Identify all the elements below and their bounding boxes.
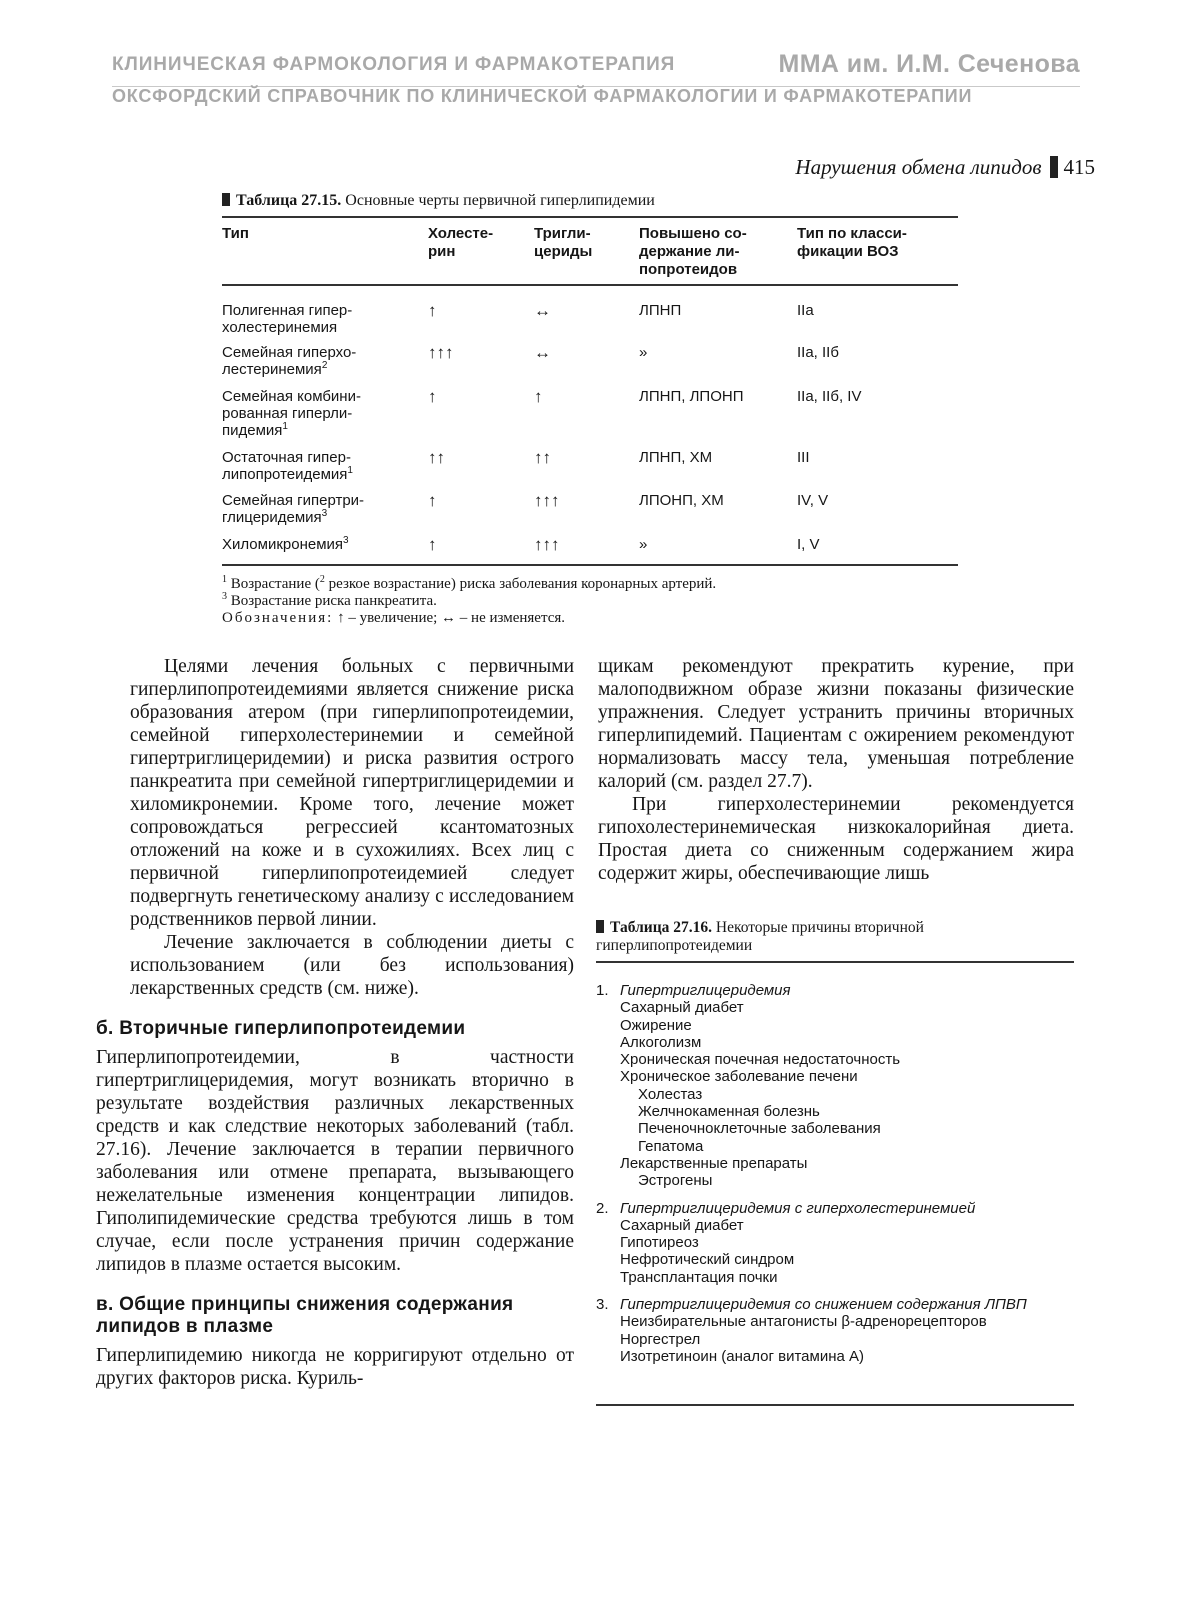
cell-type [222,492,412,526]
paragraph: Целями лечения больных с первичными гиперлипопротеидемиями является снижение риска образования атером (при гиперлипопротеидемии, семейной гиперхолестеринемии и семейной гипертриглицеридемии) и риска развития острого панкреатита при семейной гипертриглицеридемии и хиломикронемии. Кроме того, лечение может сопровождаться регрессией ксантоматозных отложений на коже и в сухожилиях. Всех лиц с первичной гиперлипопротеидемией следует подвергнуть генетическому анализу с исследованием родственников первой линии. [130,656,574,930]
table-row [222,492,958,536]
paragraph: Гиперлипопротеидемии, в частности гипертриглицеридемия, могут возникать вторично в результате воздействия различных лекарственных средств и как следствие некоторых заболеваний (табл. 27.16). Лечение заключается в терапии первичного заболевания или отмене препарата, вызывающего нежелательные изменения концентрации липидов. Гиполипидемические средства требуются лишь в том случае, если после устранения причин содержание липидов в плазме остается высоким. [96,1047,574,1275]
group-heading [596,982,1074,999]
watermark-title: КЛИНИЧЕСКАЯ ФАРМОКОЛОГИЯ И ФАРМАКОТЕРАПИЯ [112,54,676,75]
list-item: Нефротический синдром [620,1251,795,1269]
right-column [598,655,1074,885]
section-heading-b: б. Вторичные гиперлипопротеидемии [96,1018,466,1039]
left-column [96,655,574,1390]
cell-type-text: Семейная комбини- рованная гиперли- пидемия [222,388,361,439]
footnote-mark: 3 [222,591,227,602]
table-27-16 [596,982,1074,1375]
group-number: 1. [596,982,609,999]
cell-type-text: Полигенная гипер- холестеринемия [222,302,353,336]
watermark-line-2: ОКСФОРДСКИЙ СПРАВОЧНИК ПО КЛИНИЧЕСКОЙ ФАРМАКОЛОГИИ И ФАРМАКОТЕРАПИИ [112,86,973,106]
paragraph: Гиперлипидемию никогда не корригируют отдельно от других факторов риска. Куриль- [96,1345,574,1389]
list-subitem: Холестаз [638,1085,703,1103]
list-item: Сахарный диабет [620,1216,744,1234]
group-title: Гипертриглицеридемия [620,982,791,999]
list-item: Хроническая почечная недостаточность [620,1051,901,1069]
group-title: Гипертриглицеридемия со снижением содержания ЛПВП [620,1296,1027,1314]
watermark-institution: ММА им. И.М. Сеченова [778,50,1080,78]
square-marker-icon [596,920,604,933]
cell-cholesterol: ↑ [428,301,437,320]
list-item: Норгестрел [620,1330,701,1348]
page-number: 415 [1063,155,1095,179]
running-head-title: Нарушения обмена липидов [795,155,1042,179]
cell-who-type: IIa, IIб, IV [797,388,862,405]
cell-type [222,344,412,378]
list-item: Хроническое заболевание печени [620,1068,858,1086]
footnote-text: Возрастание риска панкреатита. [230,593,437,609]
list-subitem: Желчнокаменная болезнь [638,1103,820,1121]
cell-cholesterol: ↑↑ [428,448,445,467]
legend-word: Обозначения: [222,610,334,626]
footnote-mark: 2 [321,360,328,371]
table-27-15-caption [222,192,655,210]
cell-triglycerides: ↔ [534,301,551,320]
footnote-legend [222,610,716,627]
cell-type [222,388,412,439]
table-title: Основные черты первичной гиперлипидемии [345,192,655,209]
table-header [222,216,958,286]
footnote-mark: 3 [343,535,349,546]
footnote-text: резкое возрастание) риска заболевания коронарных артерий. [324,576,717,592]
footnote-text: Возрастание ( [230,576,320,592]
cell-type [222,536,412,553]
table-row [222,344,958,388]
group-heading [596,1296,1074,1313]
list-item: Лекарственные препараты [620,1154,808,1172]
paragraph: Лечение заключается в соблюдении диеты с использованием (или без использования) лекарственных средств (см. ниже). [130,932,574,999]
cell-who-type: III [797,449,810,466]
square-marker-icon [1050,156,1058,178]
square-marker-icon [222,193,230,206]
table-row [222,536,958,558]
cell-type [222,302,412,336]
cell-type-text: Хиломикронемия [222,536,344,553]
table-title: Некоторые причины вторичной гиперлипопротеидемии [596,919,924,954]
cell-lipoproteins: ЛПНП, ХМ [639,449,713,466]
cell-triglycerides: ↑ [534,387,543,406]
table-row [222,302,958,344]
table-27-15 [222,216,958,558]
list-item: Трансплантация почки [620,1268,778,1286]
paragraph: При гиперхолестеринемии рекомендуется гипохолестеринемическая низкокалорийная диета. Простая диета со сниженным содержанием жира содержит жиры, обеспечивающие лишь [598,794,1074,884]
footnote-1 [222,576,716,593]
cell-lipoproteins: ЛПНП, ЛПОНП [639,388,744,405]
table-label: Таблица 27.16. [610,919,712,936]
cell-who-type: IV, V [797,492,829,509]
footnote-mark: 1 [282,421,288,432]
header-cholesterol: Холесте- рин [428,225,494,260]
header-lipoproteins: Повышено со- держание ли- попротеидов [639,225,747,278]
header-triglycerides: Тригли- цериды [534,225,593,260]
list-item: Алкоголизм [620,1033,702,1051]
section-heading-v: в. Общие принципы снижения содержания липидов в плазме [96,1294,514,1337]
watermark-line-1 [112,50,1080,86]
legend-text: ↑ – увеличение; ↔ – не изменяется. [333,610,566,626]
cell-type-text: Семейная гипертри- глицеридемия [222,492,365,526]
list-item: Ожирение [620,1016,692,1034]
cell-cholesterol: ↑ [428,491,437,510]
group-number: 3. [596,1296,609,1314]
cell-who-type: I, V [797,536,820,553]
paragraph: щикам рекомендуют прекратить курение, при малоподвижном образе жизни показаны физические упражнения. Следует устранить причины вторичных гиперлипидемий. Пациентам с ожирением рекомендуют нормализовать массу тела, уменьшая потребление калорий (см. раздел 27.7). [598,656,1074,792]
cell-who-type: IIa [797,302,814,319]
group-title: Гипертриглицеридемия с гиперхолестеринемией [620,1199,976,1217]
cell-type-text: Семейная гиперхо- лестеринемия [222,344,357,378]
list-subitem: Печеночноклеточные заболевания [638,1120,881,1138]
footnote-mark: 2 [319,574,325,585]
cell-lipoproteins: » [639,344,648,361]
table-bottom-rule [222,564,958,566]
list-item: Неизбирательные антагонисты β-адренорецепторов [620,1313,987,1331]
footnote-mark: 3 [321,508,328,519]
footnote-3 [222,593,716,610]
cell-cholesterol: ↑ [428,387,437,406]
cell-type-text: Остаточная гипер- липопротеидемия [222,449,351,483]
cause-group-1 [596,982,1074,1190]
footnote-mark: 1 [347,465,353,476]
cell-cholesterol: ↑↑↑ [428,343,454,362]
list-item: Изотретиноин (аналог витамина А) [620,1347,865,1365]
cell-lipoproteins: ЛПНП [639,302,682,319]
cell-triglycerides: ↔ [534,343,551,362]
cell-lipoproteins: ЛПОНП, ХМ [639,492,724,509]
cell-triglycerides: ↑↑ [534,448,551,467]
header-type: Тип [222,225,249,242]
running-head [795,155,1095,180]
table-top-rule [596,961,1074,963]
table-row [222,449,958,492]
list-item: Гипотиреоз [620,1234,699,1252]
cell-type [222,449,412,483]
cause-group-2 [596,1200,1074,1286]
cause-group-3 [596,1296,1074,1365]
table-footnotes [222,576,716,627]
cell-triglycerides: ↑↑↑ [534,491,560,510]
list-subitem: Эстрогены [638,1172,713,1190]
footnote-mark: 1 [222,574,227,585]
group-heading [596,1200,1074,1217]
table-label: Таблица 27.15. [236,192,342,209]
group-number: 2. [596,1199,609,1217]
header-who-type: Тип по класси- фикации ВОЗ [797,225,907,260]
cell-lipoproteins: » [639,536,648,553]
table-row [222,388,958,449]
cell-triglycerides: ↑↑↑ [534,535,560,554]
table-bottom-rule [596,1404,1074,1406]
list-item: Сахарный диабет [620,999,744,1017]
table-27-16-caption [596,919,1074,955]
cell-who-type: IIa, IIб [797,344,839,361]
cell-cholesterol: ↑ [428,535,437,554]
list-subitem: Гепатома [638,1137,704,1155]
